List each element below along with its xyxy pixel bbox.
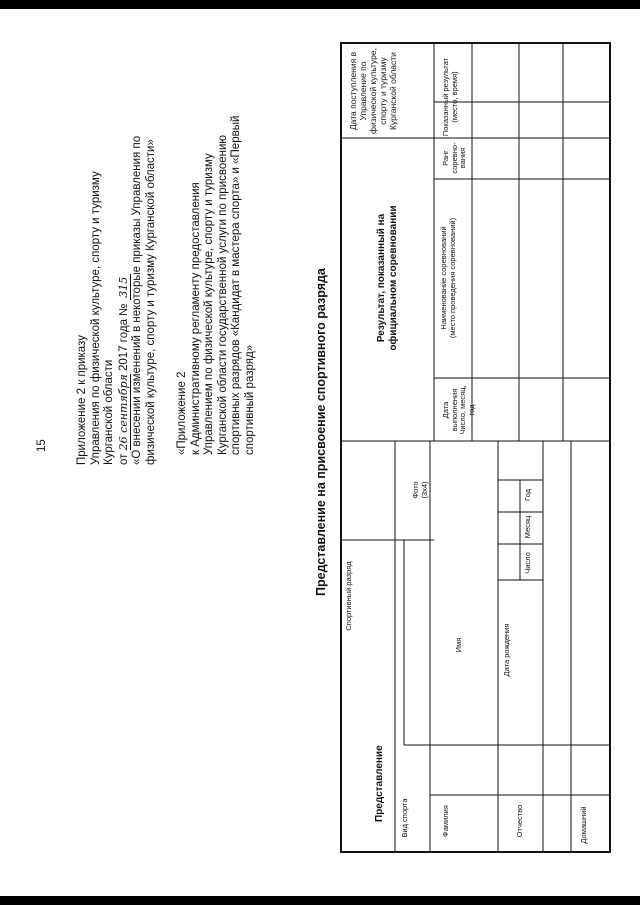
date-done-label (442, 380, 476, 440)
date-done-sub: Число, месяц, год (458, 385, 476, 435)
month-label: Месяц (523, 515, 532, 539)
day-label: Число (523, 552, 532, 574)
appendix-line-3: Управлением по физической культуре, спорту и туризму (203, 153, 215, 455)
appendix-line-4: Курганской области государственной услуги по присвоению (216, 134, 229, 455)
order-line-2: Управления по физической культуре, спорту и туризму (89, 171, 102, 465)
appendix-line-2: к Административному регламенту предоставления (189, 182, 202, 455)
appendix-line-6: спортивный разряд» (243, 344, 256, 455)
appendix-line-1: «Приложение 2 (176, 371, 188, 455)
patronymic-label: Отчество (515, 804, 524, 838)
order-line-1: Приложение 2 к приказу (76, 335, 88, 465)
order-date-prefix: от (117, 453, 130, 465)
photo-label (412, 450, 429, 530)
birth-label: Дата рождения (502, 623, 511, 677)
result-title: Результат, показанный на официальном соревновании (376, 205, 399, 351)
form-title: Представление на присвоение спортивного разряда (314, 268, 328, 596)
order-date-handwritten: 26 сентября (116, 374, 130, 451)
order-line-3: Курганской области (103, 359, 115, 465)
receipt-date-label: Дата поступления в Управление по физической культуре, спорту и туризму Курганской области (348, 48, 398, 135)
order-line-5: «О внесении изменений в некоторые приказы Управления по (131, 135, 143, 465)
date-done-text: Дата выполнения (441, 388, 459, 432)
competition-text: Наименование соревнований (439, 226, 448, 330)
address-label: Домашний (579, 806, 588, 844)
table-left-title: Представление (374, 745, 385, 822)
sport-label: Вид спорта (400, 798, 409, 838)
appendix-line-5: спортивных разрядов «Кандидат в мастера спорта» и «Первый (230, 115, 242, 455)
rank-label: Спортивный разряд (344, 561, 353, 631)
shown-result-label: Показанный результат (место, время) (441, 57, 459, 137)
surname-label: Фамилия (441, 805, 450, 837)
order-year-text: 2017 года № (117, 303, 130, 371)
competition-rank-label: Ранг соревно-вания (441, 142, 467, 174)
page-number: 15 (36, 439, 48, 452)
name-label: Имя (454, 637, 463, 653)
order-number-handwritten: 315 (117, 274, 132, 300)
order-line-6: физической культуре, спорту и туризму Курганской области» (144, 139, 157, 465)
photo-label-text: Фото (411, 481, 420, 499)
competition-sub: (место проведения соревнований) (447, 217, 457, 339)
photo-size-text: (3х4) (419, 481, 429, 499)
year-label: Год (523, 489, 532, 501)
competition-label (440, 179, 457, 377)
